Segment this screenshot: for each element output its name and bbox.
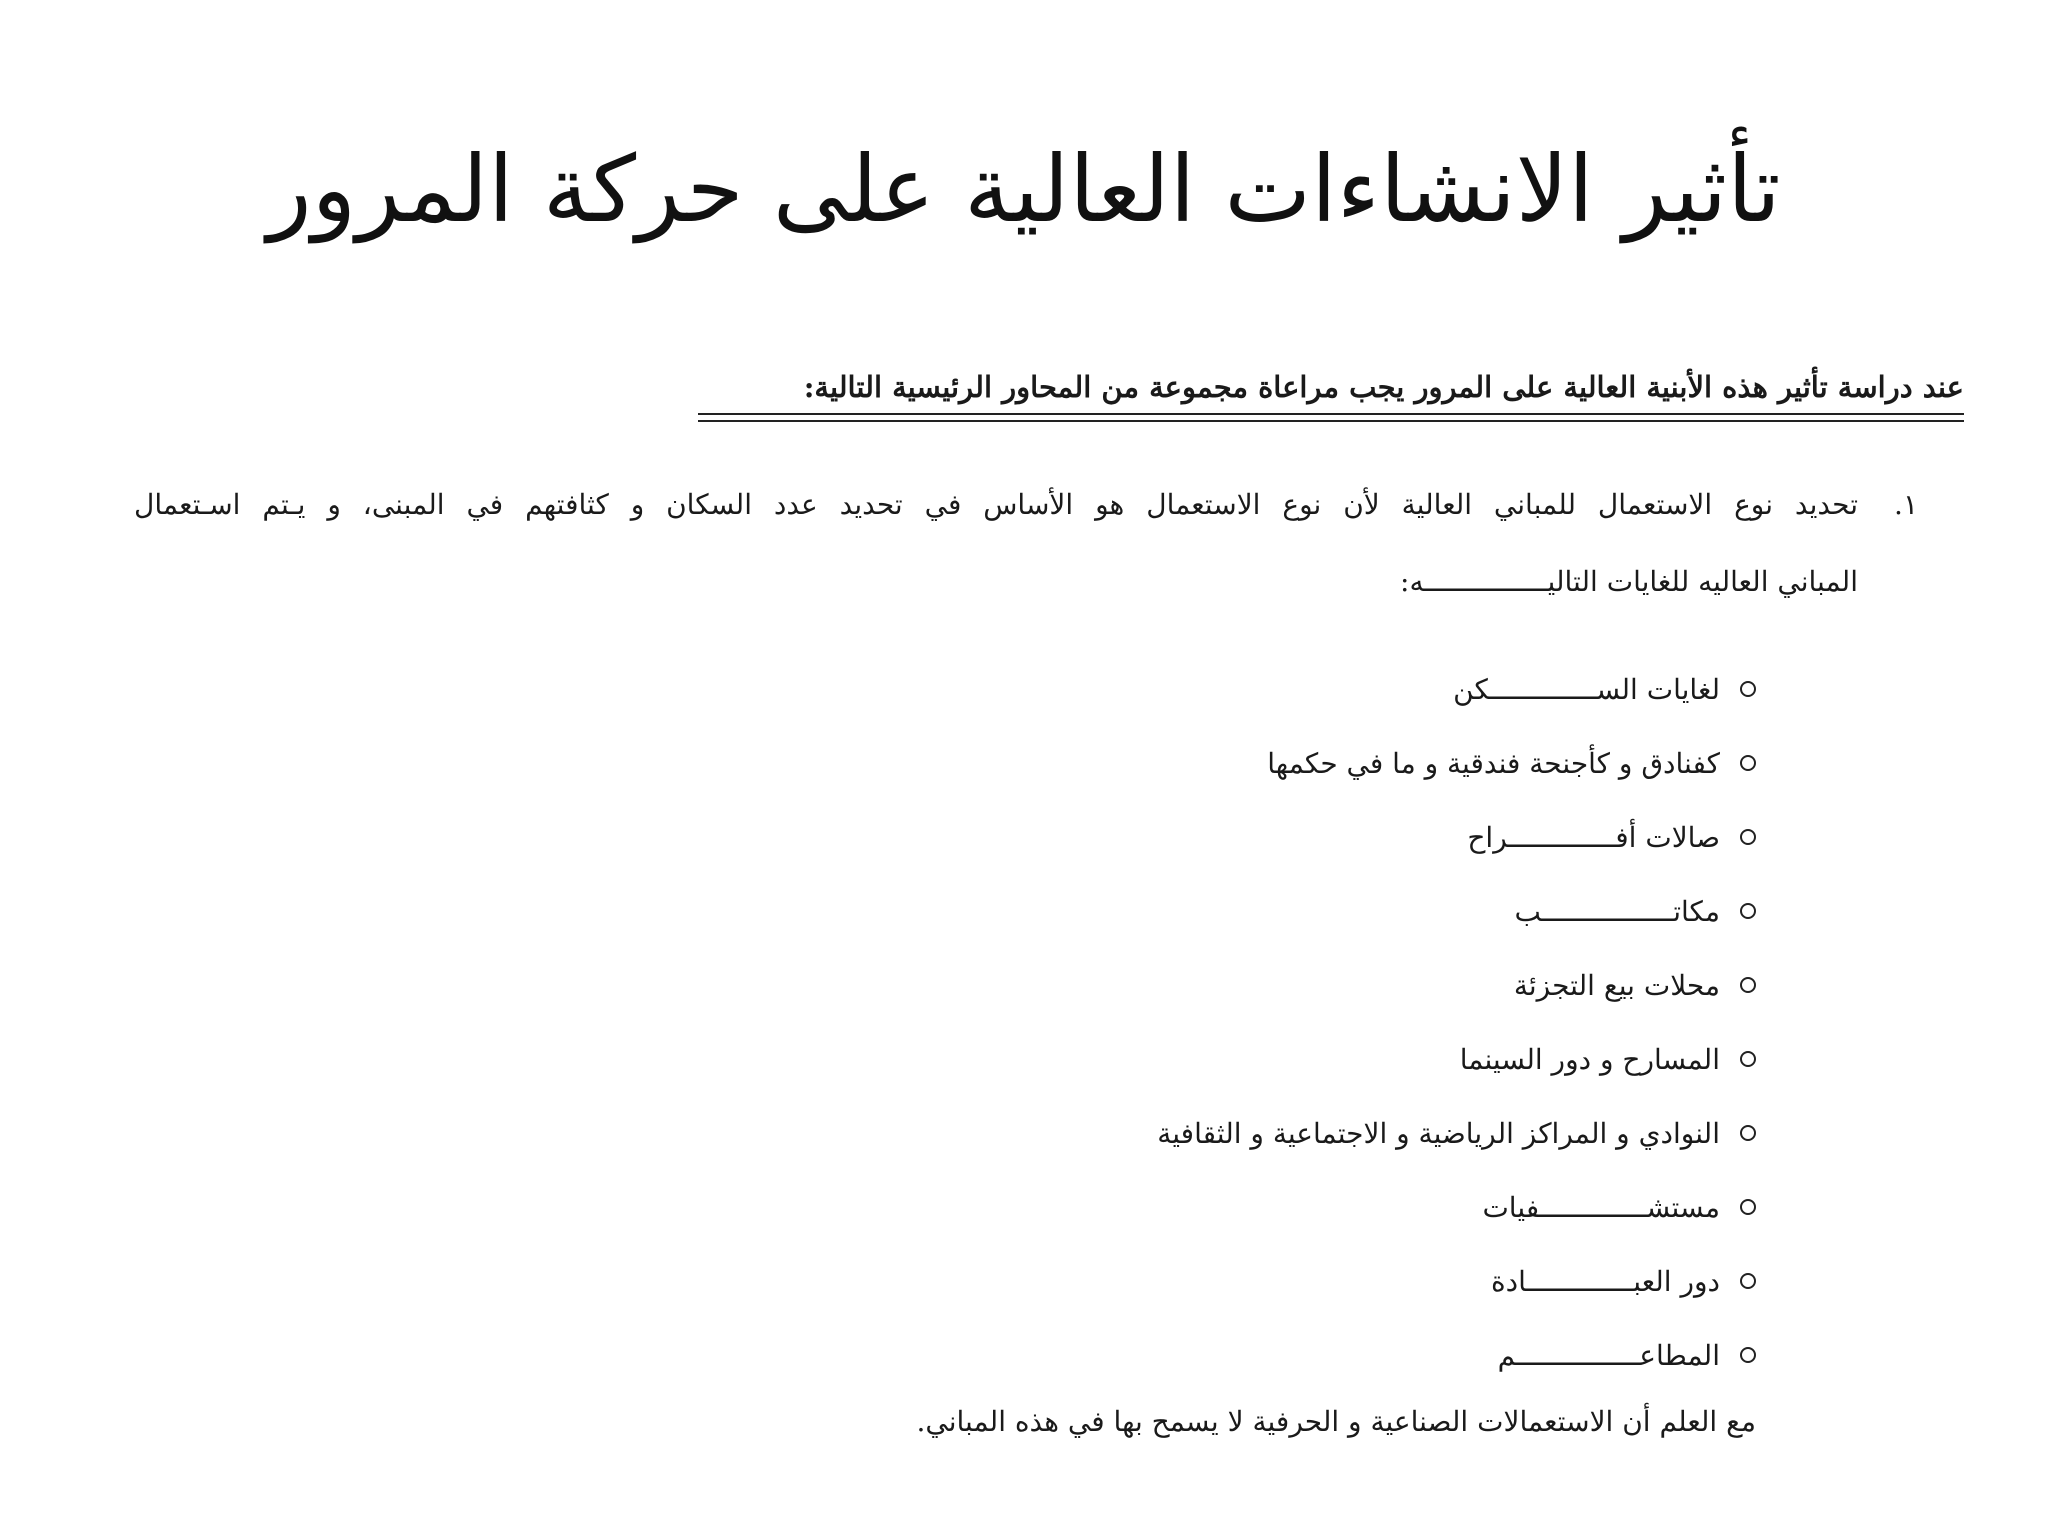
list-item	[1157, 1096, 1756, 1170]
closing-note: مع العلم أن الاستعمالات الصناعية و الحرفية لا يسمح بها في هذه المباني.	[916, 1405, 1756, 1438]
intro-heading: عند دراسة تأثير هذه الأبنية العالية على المرور يجب مراعاة مجموعة من المحاور الرئيسية التالية:	[803, 370, 1964, 404]
list-item	[1157, 874, 1756, 948]
uses-list	[1157, 652, 1756, 1392]
point-text-line-1: تحديد نوع الاستعمال للمباني العالية لأن نوع الاستعمال هو الأساس في تحديد عدد السكان و كثافتهم في المبنى، و يـتم اسـتعمال	[134, 488, 1858, 521]
circle-bullet-icon	[1740, 1051, 1756, 1067]
list-item-label: المطاعـــــــــــــــم	[1497, 1338, 1720, 1372]
list-item-label: النوادي و المراكز الرياضية و الاجتماعية و الثقافية	[1157, 1116, 1720, 1150]
list-item	[1157, 1318, 1756, 1392]
slide-title: تأثير الانشاءات العالية على حركة المرور	[267, 136, 1781, 243]
list-item	[1157, 1244, 1756, 1318]
circle-bullet-icon	[1740, 903, 1756, 919]
circle-bullet-icon	[1740, 1199, 1756, 1215]
circle-bullet-icon	[1740, 977, 1756, 993]
circle-bullet-icon	[1740, 681, 1756, 697]
circle-bullet-icon	[1740, 1125, 1756, 1141]
point-text-line-2: المباني العاليه للغايات التاليـــــــــــــــه:	[1400, 565, 1858, 598]
list-item	[1157, 1022, 1756, 1096]
list-item	[1157, 726, 1756, 800]
circle-bullet-icon	[1740, 1273, 1756, 1289]
list-item-label: صالات أفـــــــــــــراح	[1467, 820, 1720, 854]
list-item-label: المسارح و دور السينما	[1459, 1042, 1720, 1076]
list-item-label: مكاتــــــــــــــــب	[1514, 894, 1720, 928]
list-item	[1157, 948, 1756, 1022]
circle-bullet-icon	[1740, 755, 1756, 771]
list-item-label: لغايات الســـــــــــــكن	[1453, 672, 1720, 706]
list-item	[1157, 652, 1756, 726]
circle-bullet-icon	[1740, 1347, 1756, 1363]
list-item-label: كفنادق و كأجنحة فندقية و ما في حكمها	[1267, 746, 1720, 780]
list-item-label: مستشـــــــــــــفيات	[1482, 1190, 1720, 1224]
list-item	[1157, 800, 1756, 874]
list-item-label: محلات بيع التجزئة	[1513, 968, 1720, 1002]
list-item	[1157, 1170, 1756, 1244]
double-underline	[698, 413, 1964, 422]
list-item-label: دور العبـــــــــــــادة	[1491, 1264, 1720, 1298]
point-number: ١.	[1894, 488, 1918, 521]
circle-bullet-icon	[1740, 829, 1756, 845]
